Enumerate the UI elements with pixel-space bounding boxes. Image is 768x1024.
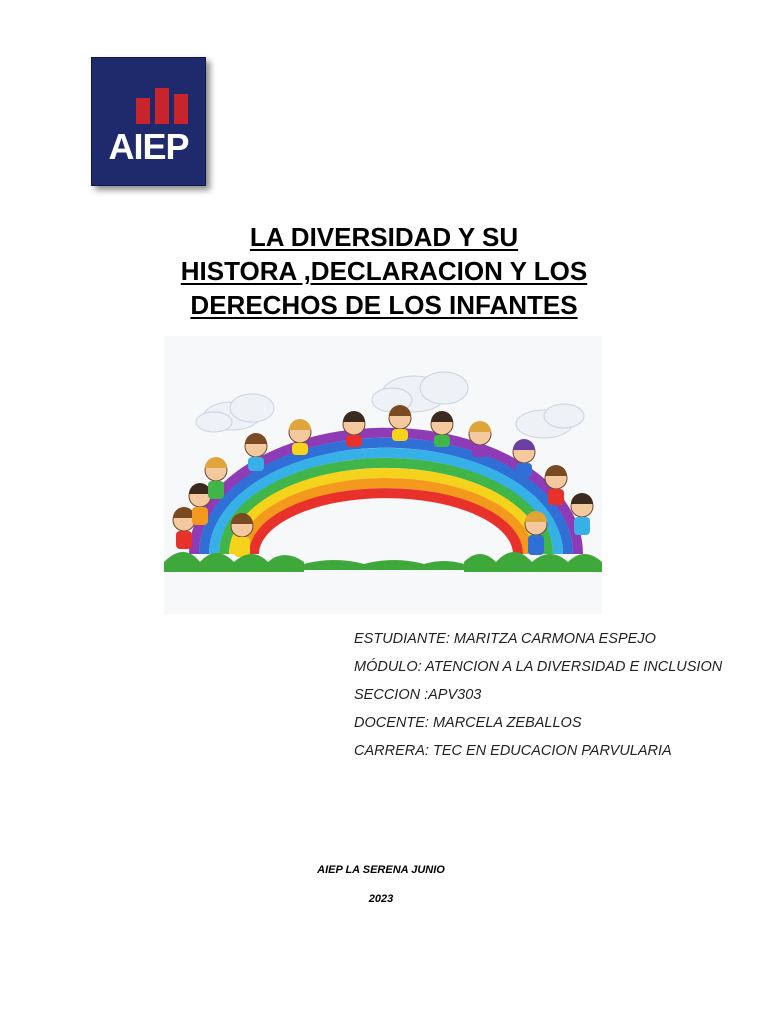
footer-year: 2023	[368, 893, 394, 905]
footer-place-date: AIEP LA SERENA JUNIO	[317, 864, 445, 876]
footer	[300, 856, 462, 914]
title-line-2: HISTORA ,DECLARACION Y LOS	[180, 256, 588, 286]
student-name: ESTUDIANTE: MARITZA CARMONA ESPEJO	[354, 631, 656, 647]
career-name: CARRERA: TEC EN EDUCACION PARVULARIA	[354, 743, 672, 759]
section-code: SECCION :APV303	[354, 687, 482, 703]
title-line-1: LA DIVERSIDAD Y SU	[249, 222, 519, 252]
rainbow-with-children-illustration	[164, 336, 602, 614]
logo-text: AIEP	[108, 126, 189, 167]
teacher-name: DOCENTE: MARCELA ZEBALLOS	[354, 715, 582, 731]
document-title	[100, 220, 668, 322]
module-name: MÓDULO: ATENCION A LA DIVERSIDAD E INCLUSION	[354, 659, 723, 675]
student-info-block	[354, 631, 734, 771]
aiep-logo	[91, 57, 206, 186]
building-bars-icon	[136, 88, 196, 124]
title-line-3: DERECHOS DE LOS INFANTES	[190, 290, 578, 320]
